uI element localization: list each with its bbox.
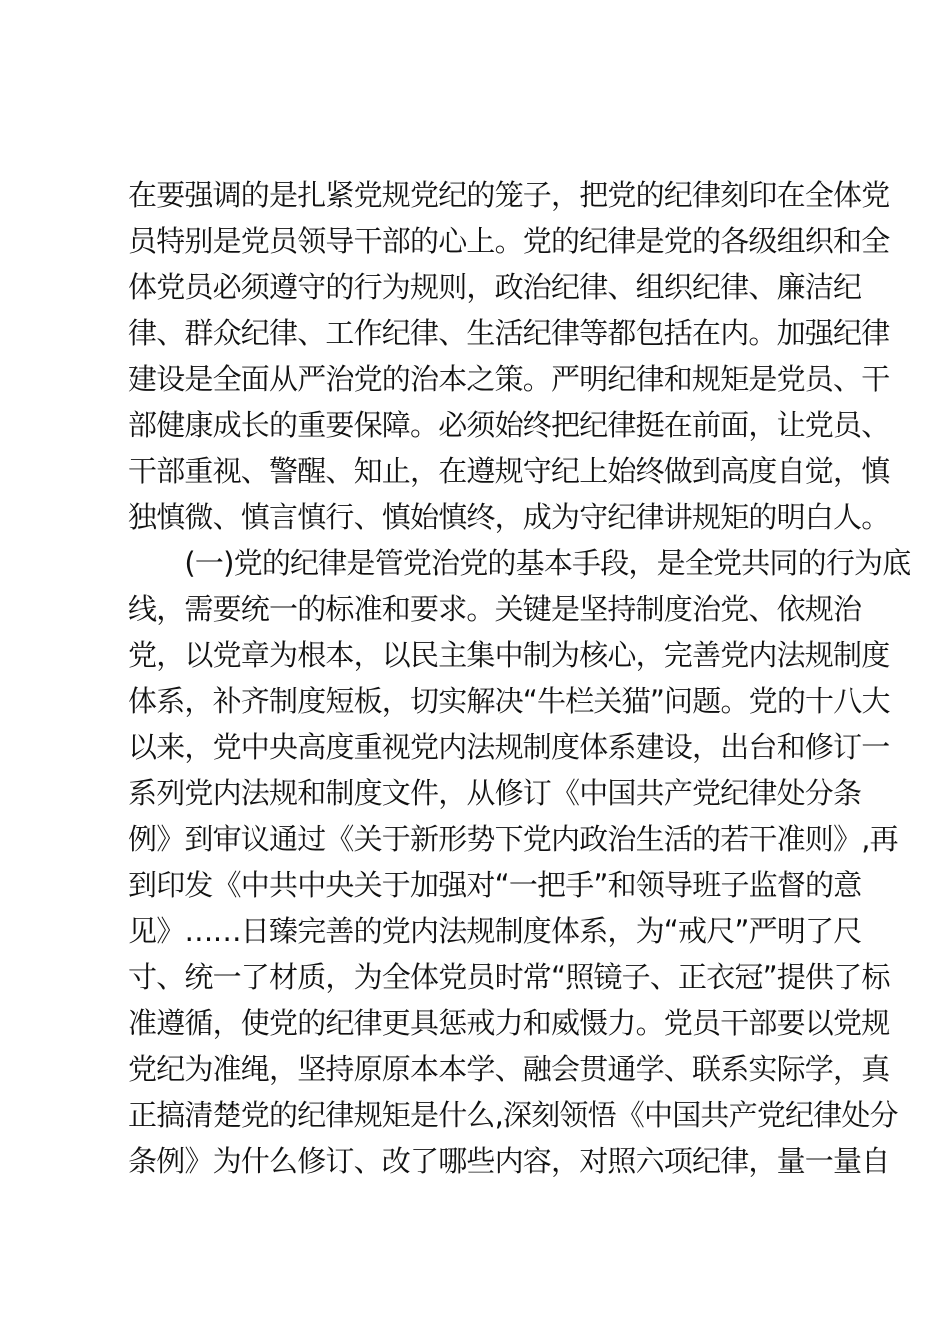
text-line: 正搞清楚党的纪律规矩是什么,深刻领悟《中国共产党纪律处分 bbox=[128, 1098, 898, 1132]
text-line: 独慎微、慎言慎行、慎始慎终，成为守纪律讲规矩的明白人。 bbox=[128, 500, 890, 534]
text-line: 体系，补齐制度短板，切实解决“牛栏关猫”问题。党的十八大 bbox=[128, 684, 890, 718]
text-line: 见》……日臻完善的党内法规制度体系，为“戒尺”严明了尺 bbox=[128, 914, 862, 948]
text-line: 寸、统一了材质，为全体党员时常“照镜子、正衣冠”提供了标 bbox=[128, 960, 890, 994]
text-line: 律、群众纪律、工作纪律、生活纪律等都包括在内。加强纪律 bbox=[128, 316, 890, 350]
text-line: 系列党内法规和制度文件，从修订《中国共产党纪律处分条 bbox=[128, 776, 862, 810]
text-line: 到印发《中共中央关于加强对“一把手”和领导班子监督的意 bbox=[128, 868, 862, 902]
text-line: 例》到审议通过《关于新形势下党内政治生活的若干准则》,再 bbox=[128, 822, 898, 856]
text-line: 部健康成长的重要保障。必须始终把纪律挺在前面，让党员、 bbox=[128, 408, 890, 442]
text-line: 建设是全面从严治党的治本之策。严明纪律和规矩是党员、干 bbox=[128, 362, 890, 396]
text-line: 党纪为准绳，坚持原原本本学、融会贯通学、联系实际学，真 bbox=[128, 1052, 890, 1086]
text-line: 条例》为什么修订、改了哪些内容，对照六项纪律，量一量自 bbox=[128, 1144, 890, 1178]
text-line: 体党员必须遵守的行为规则，政治纪律、组织纪律、廉洁纪 bbox=[128, 270, 862, 304]
text-line: 干部重视、警醒、知止，在遵规守纪上始终做到高度自觉，慎 bbox=[128, 454, 890, 488]
text-line: 线，需要统一的标准和要求。关键是坚持制度治党、依规治 bbox=[128, 592, 862, 626]
text-line: (一)党的纪律是管党治党的基本手段，是全党共同的行为底 bbox=[128, 546, 911, 580]
text-line: 准遵循，使党的纪律更具惩戒力和威慑力。党员干部要以党规 bbox=[128, 1006, 890, 1040]
text-line: 员特别是党员领导干部的心上。党的纪律是党的各级组织和全 bbox=[128, 224, 890, 258]
text-line: 以来，党中央高度重视党内法规制度体系建设，出台和修订一 bbox=[128, 730, 890, 764]
body-text bbox=[128, 168, 911, 1180]
text-line: 党，以党章为根本，以民主集中制为核心，完善党内法规制度 bbox=[128, 638, 890, 672]
text-line: 在要强调的是扎紧党规党纪的笼子，把党的纪律刻印在全体党 bbox=[128, 178, 890, 212]
